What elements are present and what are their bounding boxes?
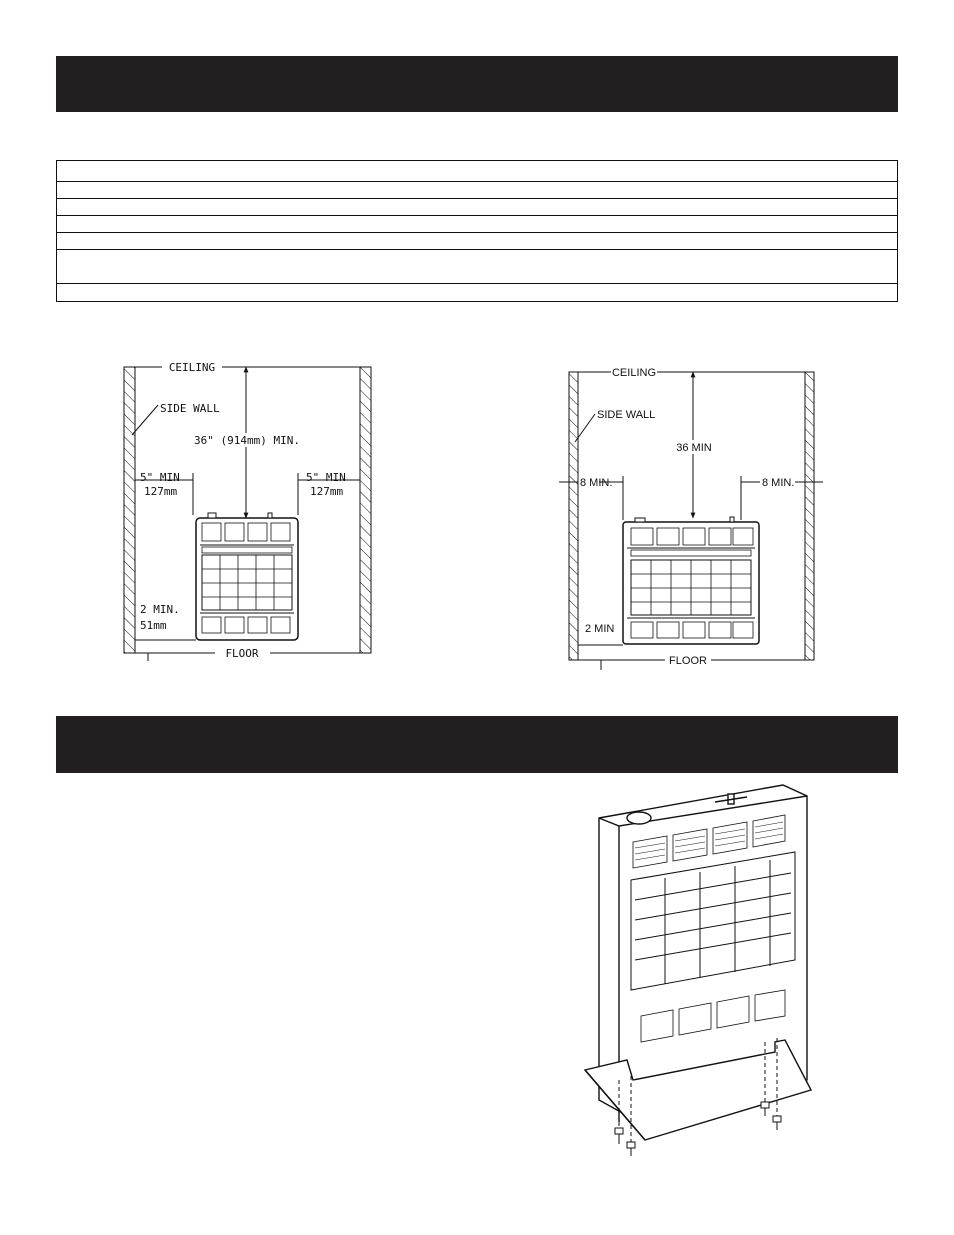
clearance-diagram-right	[555, 360, 835, 675]
left-clearance-label: 8 MIN.	[580, 477, 613, 489]
section-header-bar-top	[56, 56, 898, 112]
base-assembly-illustration	[575, 780, 845, 1160]
top-clearance-label: 36" (914mm) MIN.	[194, 434, 300, 447]
table-row	[57, 199, 897, 216]
side-wall-label: SIDE WALL	[160, 402, 220, 415]
ceiling-label: CEILING	[168, 361, 216, 374]
left-side-wall	[569, 372, 578, 660]
section-header-bar-bottom	[56, 716, 898, 773]
left-clearance-label: 5" MIN	[140, 471, 180, 484]
side-wall-label: SIDE WALL	[597, 409, 656, 421]
table-row	[57, 216, 897, 233]
top-clearance-label: 36 MIN	[676, 442, 712, 454]
table-row	[57, 161, 897, 182]
floor-clearance-label: 2 MIN	[585, 623, 615, 635]
heater-front-view	[196, 513, 298, 640]
clearance-diagram-left	[110, 355, 390, 670]
specification-table	[56, 160, 898, 302]
right-side-wall	[360, 367, 371, 653]
floor-label: FLOOR	[669, 655, 707, 667]
right-clearance-label: 8 MIN.	[762, 477, 795, 489]
table-row	[57, 182, 897, 199]
table-row	[57, 233, 897, 250]
right-side-wall	[805, 372, 814, 660]
right-clearance-metric: 127mm	[310, 485, 344, 498]
right-clearance-label: 5" MIN	[306, 471, 346, 484]
floor-clearance-metric: 51mm	[140, 619, 167, 632]
left-clearance-metric: 127mm	[144, 485, 178, 498]
ceiling-label: CEILING	[611, 367, 657, 379]
heater-front-view	[623, 517, 759, 644]
floor-clearance-label: 2 MIN.	[140, 603, 180, 616]
floor-label: FLOOR	[225, 647, 259, 660]
left-side-wall	[124, 367, 135, 653]
table-row	[57, 250, 897, 284]
